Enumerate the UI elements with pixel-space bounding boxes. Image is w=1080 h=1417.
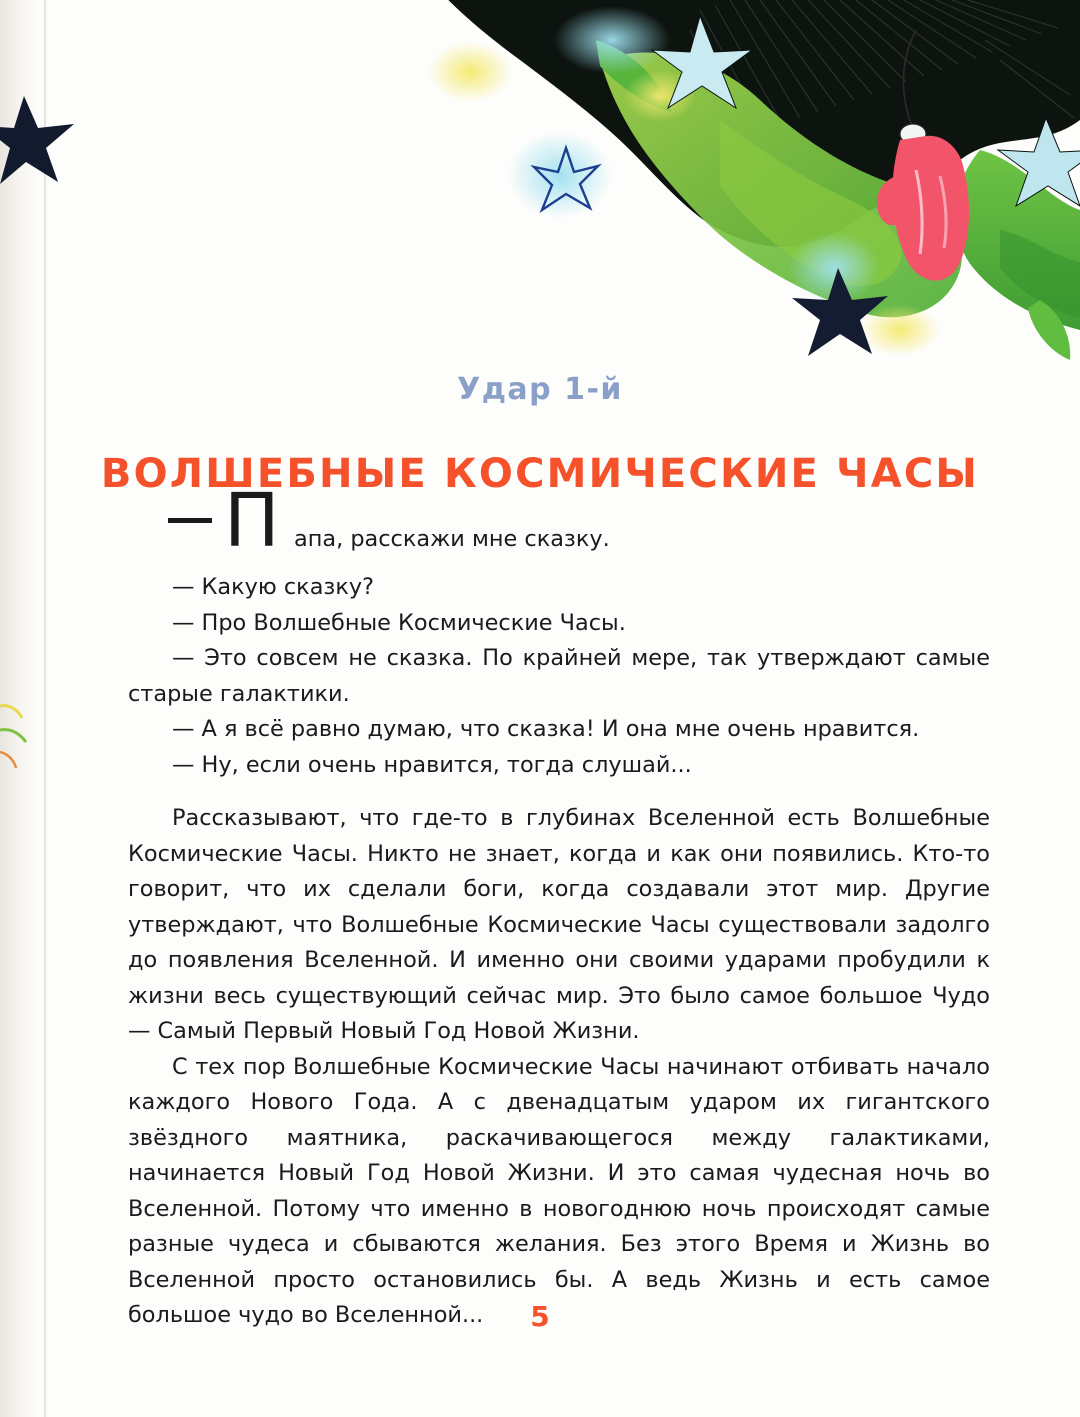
page-title: ВОЛШЕБНЫЕ КОСМИЧЕСКИЕ ЧАСЫ bbox=[100, 450, 980, 497]
dropcap-dash-icon bbox=[168, 518, 212, 523]
prose-paragraph: Рассказывают, что где-то в глубинах Вселенной есть Волшебные Космические Часы. Никто не знает, когда и как они появились. Кто-то говорит, что их сделали боги, когда создавали этот мир. Другие утверждают, что Волшебные Космические Часы существовали задолго до появления Вселенной. И именно они своими ударами пробудили к жизни весь существующий сейчас мир. Это было самое большое Чудо — Самый Первый Новый Год Новой Жизни. bbox=[128, 805, 990, 1044]
page-body bbox=[128, 478, 990, 1334]
page-gutter-edge bbox=[44, 0, 47, 1417]
star-pale-top bbox=[652, 16, 752, 108]
fir-branch-green-center bbox=[600, 52, 962, 317]
star-pale-right bbox=[998, 118, 1080, 206]
chapter-kicker: Удар 1-й bbox=[457, 372, 623, 407]
paragraph-spacer bbox=[128, 783, 990, 801]
page-number: 5 bbox=[530, 1300, 550, 1333]
fir-branch-green-right bbox=[955, 150, 1080, 330]
paint-blob-cyan-right bbox=[788, 232, 880, 304]
opening-paragraph bbox=[128, 478, 990, 570]
prose-block bbox=[128, 801, 990, 1334]
paint-blob-cyan bbox=[508, 131, 612, 219]
page-gutter bbox=[0, 0, 46, 1417]
paint-blob-cyan-top bbox=[554, 6, 670, 74]
fir-canopy-shape bbox=[430, 0, 1080, 247]
dialog-line: — А я всё равно думаю, что сказка! И она мне очень нравится. bbox=[172, 716, 920, 742]
fir-leaf-bottom-right bbox=[1028, 300, 1070, 360]
header-illustration bbox=[0, 0, 1080, 380]
dialog-line: — Какую сказку? bbox=[172, 574, 374, 600]
dialog-line: — Это совсем не сказка. По крайней мере, так утверждают самые старые галактики. bbox=[128, 645, 990, 707]
paint-blob-yellow-left bbox=[428, 42, 512, 102]
dialog-line: — Ну, если очень нравится, тогда слушай... bbox=[172, 751, 692, 778]
paint-blob-yellow-right bbox=[624, 70, 696, 122]
prose-paragraph: С тех пор Волшебные Космические Часы начинают отбивать начало каждого Нового Года. А с двенадцатым ударом их гигантского звёздного маятника, раскачивающегося между галактиками, начинается Новый Год Новой Жизни. И это самая чудесная ночь во Вселенной. Потому что именно в новогоднюю ночь происходят самые разные чудеса и сбываются желания. Без этого Время и Жизнь во Вселенной просто остановились бы. А ведь Жизнь и есть самое большое чудо во Вселенной... bbox=[128, 1053, 990, 1328]
fir-branch-green-left bbox=[596, 40, 672, 112]
star-outline-blue bbox=[534, 148, 598, 210]
dialog-line: — Про Волшебные Космические Часы. bbox=[172, 609, 626, 636]
star-dark-center bbox=[792, 268, 888, 356]
mitten-ornament bbox=[877, 30, 969, 281]
dropcap-letter: П bbox=[224, 478, 280, 564]
opening-line-rest: апа, расскажи мне сказку. bbox=[294, 526, 610, 552]
paint-blob-yellow-low bbox=[860, 304, 940, 356]
